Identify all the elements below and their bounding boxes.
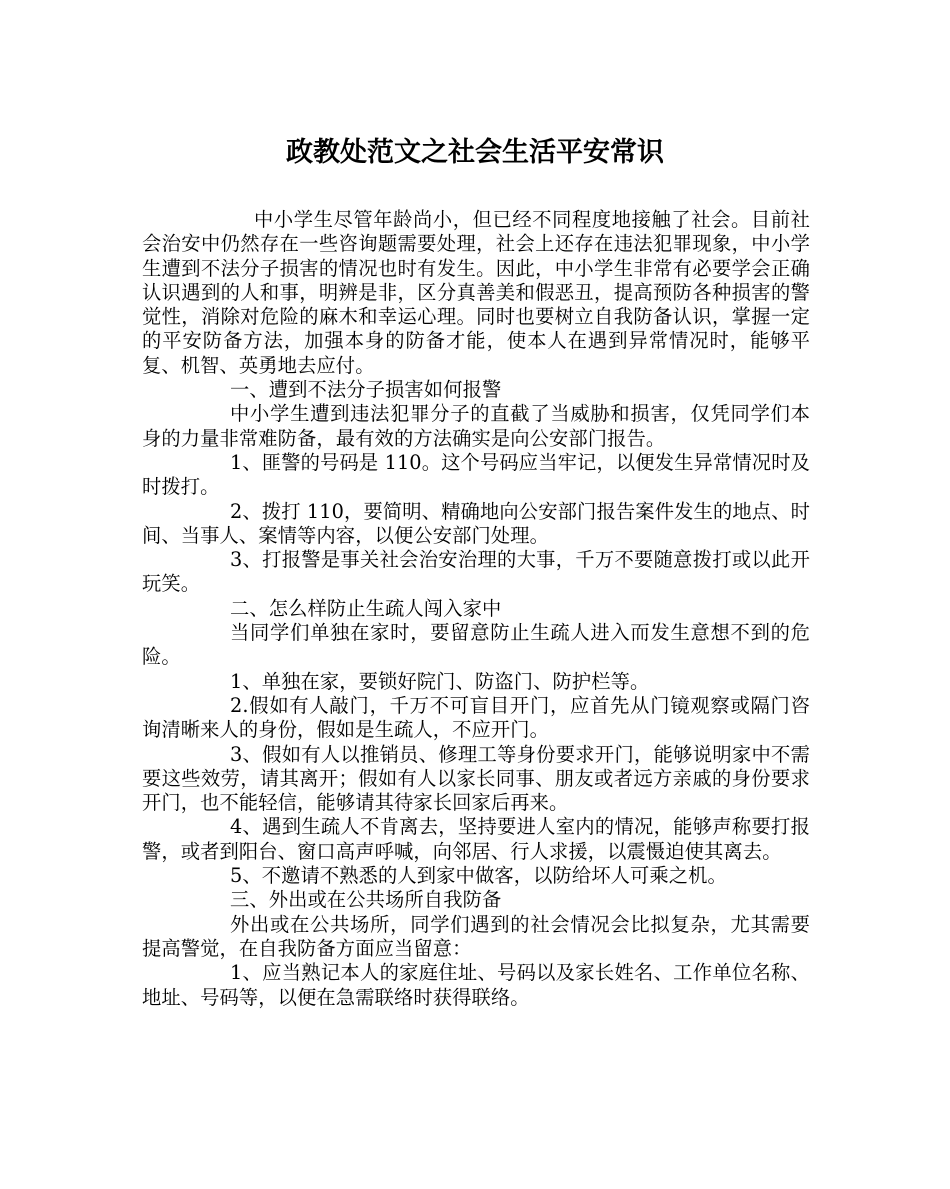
document-body [142, 208, 810, 1010]
list-item: 5、不邀请不熟悉的人到家中做客，以防给坏人可乘之机。 [230, 864, 727, 888]
list-item: 1、匪警的号码是 110。这个号码应当牢记，以便发生异常情况时及时拨打。 [142, 450, 810, 499]
paragraph: 当同学们单独在家时，要留意防止生疏人进入而发生意想不到的危险。 [142, 621, 810, 669]
section-heading-3: 三、外出或在公共场所自我防备 [230, 888, 502, 912]
paragraph: 外出或在公共场所，同学们遇到的社会情况会比拟复杂，尤其需要提高警觉，在自我防备方面应当留意： [142, 912, 810, 960]
list-item: 1、单独在家，要锁好院门、防盗门、防护栏等。 [230, 669, 650, 693]
paragraph: 中小学生遭到违法犯罪分子的直截了当威胁和损害，仅凭同学们本身的力量非常难防备，最有效的方法确实是向公安部门报告。 [142, 402, 810, 450]
intro-paragraph: 中小学生尽管年龄尚小，但已经不同程度地接触了社会。目前社会治安中仍然存在一些咨询题需要处理，社会上还存在违法犯罪现象，中小学生遭到不法分子损害的情况也时有发生。因此，中小学生非常有必要学会正确认识遇到的人和事，明辨是非，区分真善美和假恶丑，提高预防各种损害的警觉性，消除对危险的麻木和幸运心理。同时也要树立自我防备认识，掌握一定的平安防备方法，加强本身的防备才能，使本人在遇到异常情况时，能够平复、机智、英勇地去应付。 [142, 208, 810, 377]
list-item: 3、打报警是事关社会治安治理的大事，千万不要随意拨打或以此开玩笑。 [142, 548, 810, 596]
list-item: 1、应当熟记本人的家庭住址、号码以及家长姓名、工作单位名称、地址、号码等，以便在急需联络时获得联络。 [142, 961, 810, 1009]
list-item: 3、假如有人以推销员、修理工等身份要求开门，能够说明家中不需要这些效劳，请其离开；假如有人以家长同事、朋友或者远方亲戚的身份要求开门，也不能轻信，能够请其待家长回家后再来。 [142, 742, 810, 815]
document-title: 政教处范文之社会生活平安常识 [286, 137, 664, 168]
list-item: 2、拨打 110，要简明、精确地向公安部门报告案件发生的地点、时间、当事人、案情等内容，以便公安部门处理。 [142, 499, 810, 547]
section-heading-1: 一、遭到不法分子损害如何报警 [230, 378, 502, 402]
list-item: 2.假如有人敲门，千万不可盲目开门，应首先从门镜观察或隔门咨询清晰来人的身份，假如是生疏人，不应开门。 [142, 693, 810, 742]
list-item: 4、遇到生疏人不肯离去，坚持要进人室内的情况，能够声称要打报警，或者到阳台、窗口高声呼喊，向邻居、行人求援，以震慑迫使其离去。 [142, 815, 810, 863]
section-heading-2: 二、怎么样防止生疏人闯入家中 [230, 596, 502, 620]
